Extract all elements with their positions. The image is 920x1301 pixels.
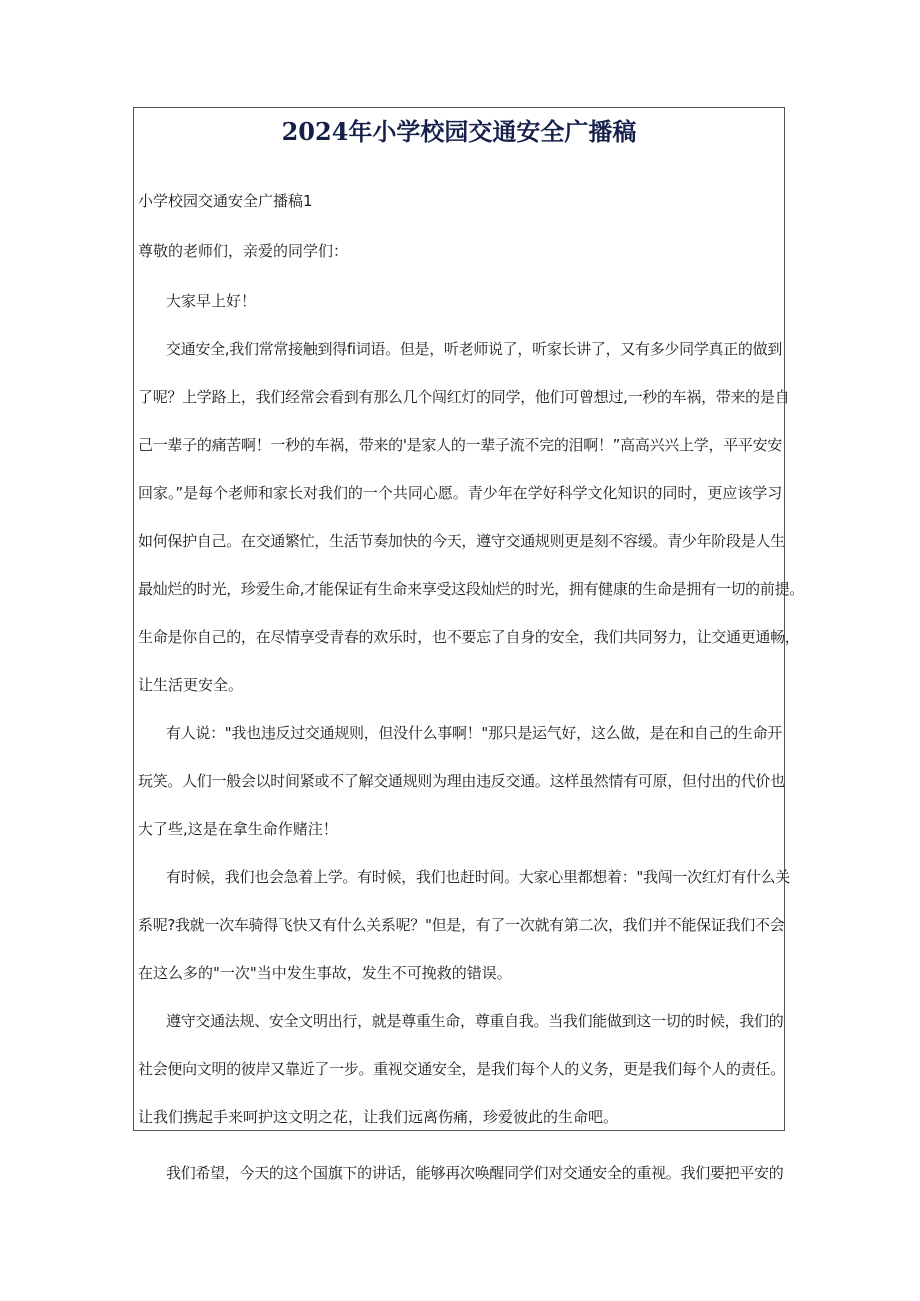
paragraph-1-line: 了呢？上学路上，我们经常会看到有那么几个闯红灯的同学，他们可曾想过,一秒的车祸，带来的是自 xyxy=(138,388,790,406)
paragraph-1-line: 如何保护自己。在交通繁忙，生活节奏加快的今天，遵守交通规则更是刻不容缓。青少年阶段是人生 xyxy=(138,532,785,550)
salutation: 尊敬的老师们，亲爱的同学们： xyxy=(138,242,349,260)
paragraph-1-line: 最灿烂的时光，珍爱生命,才能保证有生命来享受这段灿烂的时光，拥有健康的生命是拥有一切的前提。 xyxy=(138,580,804,598)
paragraph-1-line: 回家。”是每个老师和家长对我们的一个共同心愿。青少年在学好科学文化知识的同时，更应该学习 xyxy=(138,484,782,502)
paragraph-3-line: 系呢?我就一次车骑得飞快又有什么关系呢？"但是，有了一次就有第二次，我们并不能保证我们不会 xyxy=(138,916,785,934)
paragraph-4-line: 让我们携起手来呵护这文明之花，让我们远离伤痛，珍爱彼此的生命吧。 xyxy=(138,1108,619,1126)
paragraph-3-line: 在这么多的"一次"当中发生事故，发生不可挽救的错误。 xyxy=(138,964,512,982)
paragraph-5-line: 我们希望，今天的这个国旗下的讲话，能够再次唤醒同学们对交通安全的重视。我们要把平安的 xyxy=(166,1164,784,1182)
section-heading: 小学校园交通安全广播稿1 xyxy=(138,192,313,210)
paragraph-2-line: 有人说："我也违反过交通规则，但没什么事啊！"那只是运气好，这么做，是在和自己的生命开 xyxy=(166,724,782,742)
paragraph-1-line: 交通安全,我们常常接触到得fi词语。但是，听老师说了，听家长讲了，又有多少同学真正的做到 xyxy=(166,340,783,358)
paragraph-1-line: 让生活更安全。 xyxy=(138,676,244,694)
paragraph-2-line: 玩笑。人们一般会以时间紧或不了解交通规则为理由违反交通。这样虽然情有可原，但付出的代价也 xyxy=(138,772,785,790)
paragraph-1-line: 己一辈子的痛苦啊！一秒的车祸，带来的'是家人的一辈子流不完的泪啊！”高高兴兴上学，平平安安 xyxy=(138,436,782,454)
paragraph-4-line: 社会便向文明的彼岸又靠近了一步。重视交通安全，是我们每个人的义务，更是我们每个人的责任。 xyxy=(138,1060,785,1078)
greeting: 大家早上好！ xyxy=(166,292,257,310)
paragraph-3-line: 有时候，我们也会急着上学。有时候，我们也赶时间。大家心里都想着："我闯一次红灯有什么关 xyxy=(166,868,791,886)
paragraph-4-line: 遵守交通法规、安全文明出行，就是尊重生命，尊重自我。当我们能做到这一切的时候，我们的 xyxy=(166,1012,784,1030)
paragraph-2-line: 大了些,这是在拿生命作赌注！ xyxy=(138,820,338,838)
document-title: 2024年小学校园交通安全广播稿 xyxy=(281,117,637,146)
paragraph-1-line: 生命是你自己的，在尽情享受青春的欢乐时，也不要忘了自身的安全，我们共同努力，让交通更通畅， xyxy=(138,628,800,646)
